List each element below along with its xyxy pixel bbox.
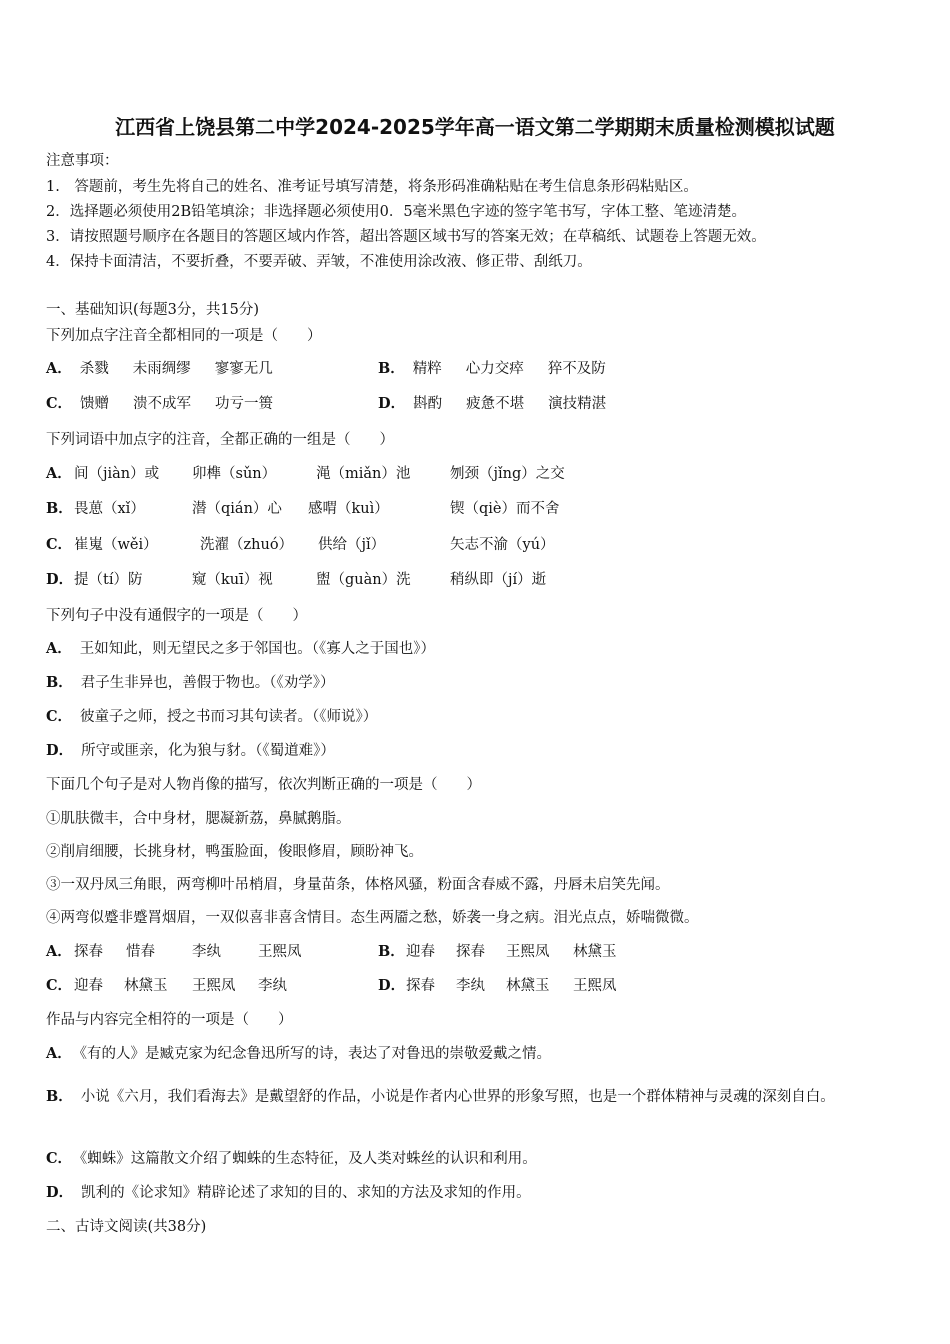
option-text: 小说《六月，我们看海去》是戴望舒的作品，小说是作者内心世界的形象写照，也是一个群体精神与灵魂的深刻自白。: [80, 1089, 835, 1105]
option-label: D．: [46, 571, 74, 588]
option-word: 潜（qián）心: [192, 501, 282, 517]
option-word: 演技精湛: [548, 396, 607, 412]
option-word: 李纨: [258, 978, 287, 994]
option-c[interactable]: [46, 976, 287, 996]
option-label: B．: [46, 500, 73, 517]
option-label: B．: [46, 1088, 73, 1105]
option-word: 心力交瘁: [465, 361, 524, 377]
description-line: ①肌肤微丰，合中身材，腮凝新荔，鼻腻鹅脂。: [46, 811, 351, 827]
option-text: 凯利的《论求知》精辟论述了求知的目的、求知的方法及求知的作用。: [81, 1185, 531, 1201]
option-word: 王熙凤: [192, 978, 236, 994]
option-word: 王熙凤: [258, 944, 302, 960]
option-word: 王熙凤: [506, 944, 550, 960]
option-word: 供给（jǐ）: [318, 537, 386, 553]
option-text: 所守或匪亲，化为狼与豺。（《蜀道难》）: [81, 743, 335, 759]
option-word: 迎春: [74, 978, 103, 994]
option-b[interactable]: [378, 359, 606, 379]
option-label: D．: [378, 395, 406, 412]
option-word: 矢志不渝（yú）: [450, 537, 555, 553]
notice-item: 4．保持卡面清洁，不要折叠，不要弄破、弄皱，不准使用涂改液、修正带、刮纸刀。: [46, 254, 592, 270]
option-d[interactable]: [46, 570, 547, 590]
option-word: 探春: [456, 944, 485, 960]
option-word: 迎春: [406, 944, 435, 960]
option-label: A．: [46, 360, 72, 377]
option-label: D．: [46, 1184, 74, 1201]
option-word: 未雨绸缪: [132, 361, 191, 377]
option-word: 畏葸（xǐ）: [74, 501, 145, 517]
option-word: 精粹: [412, 361, 442, 377]
option-word: 林黛玉: [506, 978, 550, 994]
option-b[interactable]: [46, 1078, 906, 1116]
question-stem: 作品与内容完全相符的一项是（ ）: [46, 1012, 293, 1028]
question-stem: 下列句子中没有通假字的一项是（ ）: [46, 608, 307, 624]
option-word: 王熙凤: [573, 978, 617, 994]
option-word: 稍纵即（jí）逝: [450, 572, 547, 588]
question-stem: 下列加点字注音全都相同的一项是（ ）: [46, 328, 322, 344]
option-label: D．: [378, 977, 406, 994]
option-word: 锲（qiè）而不舍: [450, 501, 560, 517]
option-word: 卯榫（sǔn）: [192, 466, 277, 482]
option-label: A．: [46, 1045, 72, 1062]
option-d[interactable]: [46, 1183, 531, 1203]
option-word: 疲惫不堪: [466, 396, 525, 412]
option-c[interactable]: [46, 535, 555, 555]
option-word: 杀戮: [79, 361, 109, 377]
option-label: B．: [46, 674, 73, 691]
option-text: 《有的人》是臧克家为纪念鲁迅所写的诗，表达了对鲁迅的崇敬爱戴之情。: [79, 1046, 552, 1062]
option-word: 感喟（kuì）: [308, 501, 389, 517]
section-heading: 一、基础知识(每题3分，共15分): [46, 302, 259, 318]
description-line: ③一双丹凤三角眼，两弯柳叶吊梢眉，身量苗条，体格风骚，粉面含春威不露，丹唇未启笑先闻。: [46, 877, 670, 893]
section-heading: 二、古诗文阅读(共38分): [46, 1219, 207, 1235]
option-label: C．: [46, 536, 73, 553]
notice-item: 2．选择题必须使用2B铅笔填涂；非选择题必须使用0．5毫米黑色字迹的签字笔书写，字体工整、笔迹清楚。: [46, 204, 747, 220]
option-label: C．: [46, 395, 73, 412]
option-word: 猝不及防: [547, 361, 606, 377]
option-word: 功亏一篑: [215, 396, 274, 412]
notice-item: 1. 答题前，考生先将自己的姓名、准考证号填写清楚，将条形码准确粘贴在考生信息条形码粘贴区。: [46, 179, 698, 195]
notice-heading: 注意事项：: [46, 153, 119, 169]
option-word: 渑（miǎn）池: [316, 466, 411, 482]
option-b[interactable]: [46, 499, 560, 519]
option-word: 李纨: [192, 944, 221, 960]
option-word: 提（tí）防: [74, 572, 143, 588]
option-word: 馈赠: [80, 396, 110, 412]
page-title: 江西省上饶县第二中学2024-2025学年高一语文第二学期期末质量检测模拟试题: [115, 115, 835, 139]
option-text: 《蜘蛛》这篇散文介绍了蜘蛛的生态特征，及人类对蛛丝的认识和利用。: [80, 1151, 537, 1167]
option-c[interactable]: [46, 1149, 537, 1169]
option-text: 王如知此，则无望民之多于邻国也。（《寡人之于国也》）: [79, 641, 436, 657]
option-label: C．: [46, 708, 73, 725]
option-word: 窥（kuī）视: [192, 572, 273, 588]
option-d[interactable]: [378, 976, 617, 996]
option-d[interactable]: [378, 394, 606, 414]
option-word: 惜春: [126, 944, 155, 960]
option-word: 探春: [74, 944, 103, 960]
option-word: 溃不成军: [133, 396, 192, 412]
option-word: 斟酌: [413, 396, 443, 412]
option-a[interactable]: [46, 359, 273, 379]
option-b[interactable]: [46, 673, 335, 693]
option-label: B．: [378, 360, 405, 377]
option-word: 林黛玉: [573, 944, 617, 960]
option-word: 探春: [406, 978, 435, 994]
question-stem: 下面几个句子是对人物肖像的描写，依次判断正确的一项是（ ）: [46, 777, 481, 793]
option-word: 间（jiàn）或: [74, 466, 160, 482]
option-text: 君子生非异也，善假于物也。（《劝学》）: [80, 675, 335, 691]
option-c[interactable]: [46, 394, 273, 414]
option-d[interactable]: [46, 741, 335, 761]
option-a[interactable]: [46, 942, 302, 962]
option-word: 崔嵬（wěi）: [74, 537, 158, 553]
option-label: A．: [46, 640, 72, 657]
option-a[interactable]: [46, 639, 435, 659]
notice-item: 3．请按照题号顺序在各题目的答题区域内作答，超出答题区域书写的答案无效；在草稿纸、试题卷上答题无效。: [46, 229, 766, 245]
option-word: 刎颈（jǐng）之交: [450, 466, 565, 482]
option-a[interactable]: [46, 1044, 551, 1064]
option-label: A．: [46, 465, 72, 482]
description-line: ②削肩细腰，长挑身材，鸭蛋脸面，俊眼修眉，顾盼神飞。: [46, 844, 423, 860]
option-word: 李纨: [456, 978, 485, 994]
option-label: B．: [378, 943, 405, 960]
option-label: C．: [46, 977, 73, 994]
option-text: 彼童子之师，授之书而习其句读者。（《师说》）: [80, 709, 378, 725]
option-word: 盥（guàn）洗: [316, 572, 411, 588]
question-stem: 下列词语中加点字的注音，全都正确的一组是（ ）: [46, 432, 394, 448]
option-label: C．: [46, 1150, 73, 1167]
option-a[interactable]: [46, 464, 565, 484]
option-word: 洗濯（zhuó）: [200, 537, 294, 553]
option-c[interactable]: [46, 707, 377, 727]
option-b[interactable]: [378, 942, 617, 962]
option-word: 寥寥无几: [214, 361, 273, 377]
option-word: 林黛玉: [124, 978, 168, 994]
description-line: ④两弯似蹙非蹙罥烟眉，一双似喜非喜含情目。态生两靥之愁，娇袭一身之病。泪光点点，娇喘微微。: [46, 910, 699, 926]
option-label: D．: [46, 742, 74, 759]
option-label: A．: [46, 943, 72, 960]
